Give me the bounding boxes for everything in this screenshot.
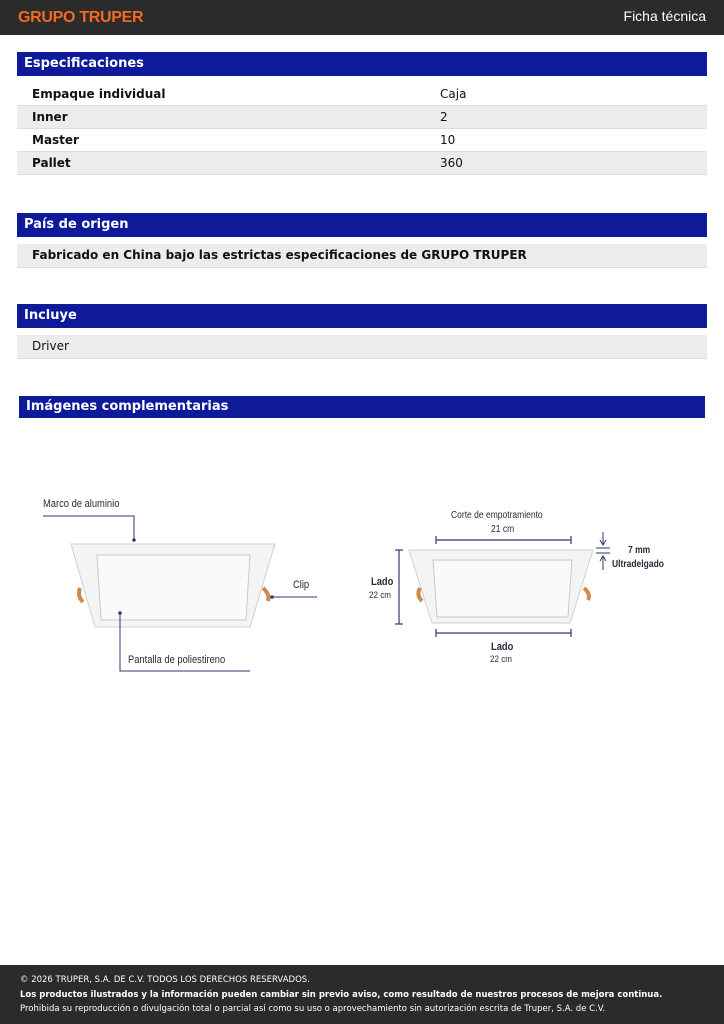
label-side-bottom-value: 22 cm — [490, 654, 512, 665]
label-cut-value: 21 cm — [491, 524, 515, 535]
includes-header: Incluye — [17, 304, 707, 328]
origin-row — [17, 244, 707, 268]
label-side-bottom-title: Lado — [491, 641, 514, 653]
label-clip: Clip — [293, 579, 310, 591]
panel-right-illustration — [395, 532, 610, 637]
label-side-left-title: Lado — [371, 576, 394, 588]
spec-value: 10 — [440, 133, 456, 147]
product-figure — [0, 430, 724, 700]
label-frame: Marco de aluminio — [43, 498, 120, 510]
spec-label: Master — [32, 133, 79, 147]
includes-row — [17, 335, 707, 359]
images-header: Imágenes complementarias — [19, 396, 705, 418]
label-panel: Pantalla de poliestireno — [128, 654, 226, 666]
origin-header: País de origen — [17, 213, 707, 237]
label-cut-title: Corte de empotramiento — [451, 510, 543, 521]
document-type: Ficha técnica — [623, 8, 706, 24]
spec-row-master — [17, 129, 707, 152]
label-thickness-title: Ultradelgado — [612, 559, 664, 570]
footer — [0, 965, 724, 1024]
footer-copyright: © 2026 TRUPER, S.A. DE C.V. TODOS LOS DERECHOS RESERVADOS. — [20, 975, 310, 985]
brand-logo: GRUPO TRUPER — [18, 9, 144, 26]
label-thickness-value: 7 mm — [628, 545, 651, 556]
includes-item: Driver — [32, 339, 69, 353]
spec-value: 360 — [440, 156, 463, 170]
spec-label: Pallet — [32, 156, 71, 170]
spec-row-pallet — [17, 152, 707, 175]
footer-notice: Los productos ilustrados y la información pueden cambiar sin previo aviso, como resultado de nuestros procesos de mejora continua. — [20, 990, 663, 1000]
spec-label: Inner — [32, 110, 68, 124]
spec-row-packaging — [17, 83, 707, 106]
spec-label: Empaque individual — [32, 87, 166, 101]
spec-row-inner — [17, 106, 707, 129]
footer-prohibition: Prohibida su reproducción o divulgación total o parcial así como su uso o aprovechamiento sin autorización escrita de Truper, S.A. de C.V. — [20, 1004, 606, 1014]
specs-header: Especificaciones — [17, 52, 707, 76]
panel-left-illustration — [43, 516, 317, 671]
top-bar — [0, 0, 724, 35]
origin-text: Fabricado en China bajo las estrictas especificaciones de GRUPO TRUPER — [32, 248, 527, 262]
spec-value: 2 — [440, 110, 448, 124]
label-side-left-value: 22 cm — [369, 590, 391, 601]
spec-value: Caja — [440, 87, 467, 101]
